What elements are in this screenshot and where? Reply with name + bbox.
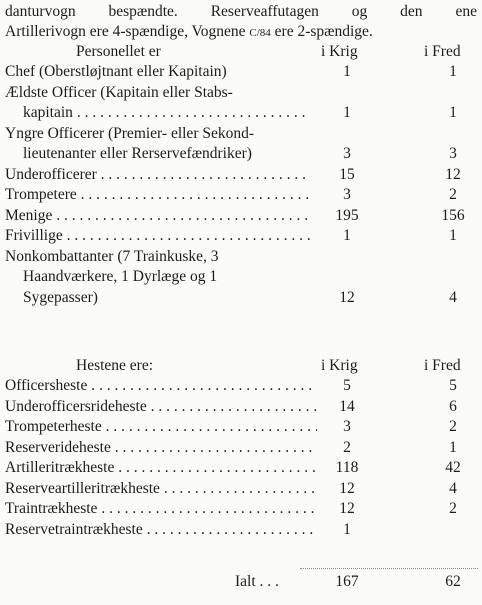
- horse-label: Officersheste . . .: [5, 376, 317, 397]
- personnel-row: [5, 103, 477, 123]
- horse-row: [5, 417, 477, 437]
- personnel-fred-value: 1: [449, 227, 457, 244]
- total-label: Ialt . . .: [235, 573, 279, 590]
- personnel-krig-value: 1: [343, 227, 351, 244]
- personnel-row: [5, 267, 477, 287]
- horse-krig-value: 2: [343, 438, 351, 456]
- horse-row: [5, 479, 477, 499]
- horse-label: Traintrækheste . . .: [5, 499, 317, 520]
- personnel-heading: Personellet er: [76, 43, 161, 60]
- horse-krig-value: 118: [335, 459, 359, 476]
- personnel-krig-value: 3: [343, 145, 351, 162]
- horses-heading: Hestene ere:: [76, 357, 154, 374]
- horse-fred-value: 42: [445, 459, 461, 476]
- total-row: [5, 572, 477, 592]
- horse-fred-value: 2: [449, 500, 457, 517]
- personnel-label: Yngre Officerer (Premier- eller Sekond-: [5, 124, 255, 142]
- total-rule: [300, 568, 478, 569]
- personnel-krig-value: 3: [343, 186, 351, 203]
- horse-krig-value: 14: [339, 397, 355, 415]
- personnel-label: lieutenanter eller Rerservefændriker): [23, 145, 252, 162]
- horse-row: [5, 499, 477, 519]
- horse-krig-value: 3: [343, 418, 351, 435]
- horse-label: Reserveartilleritrækheste . . .: [5, 479, 317, 500]
- personnel-fred-value: 2: [449, 186, 457, 203]
- intro-word: bespændte.: [108, 3, 178, 20]
- horse-krig-value: 12: [339, 500, 355, 517]
- personnel-krig-value: 15: [339, 165, 355, 183]
- personnel-row: [5, 124, 477, 144]
- horse-label: Reservetraintrækheste . . .: [5, 520, 317, 541]
- personnel-fred-value: 1: [449, 104, 457, 121]
- horse-fred-value: 4: [449, 479, 457, 497]
- intro-line-1: [5, 2, 477, 23]
- personnel-label: Trompetere . . .: [5, 185, 310, 206]
- horses-col-krig: i Krig: [321, 357, 358, 374]
- personnel-row: [5, 62, 477, 82]
- fraction: C/84: [249, 27, 271, 39]
- horse-label: Reserverideheste . . .: [5, 438, 317, 459]
- personnel-label: Frivillige . . .: [5, 226, 310, 247]
- horse-label: Artilleritrækheste . . .: [5, 458, 317, 479]
- personnel-row: [5, 83, 477, 103]
- personnel-row: [5, 247, 477, 267]
- horse-row: [5, 458, 477, 478]
- intro-word: Reserveaffutagen: [210, 3, 319, 20]
- intro-text: Artillerivogn ere 4-spændige, Vognene: [5, 23, 250, 40]
- personnel-col-fred: i Fred: [424, 43, 461, 60]
- horses-col-fred: i Fred: [424, 357, 461, 374]
- personnel-row: [5, 206, 477, 226]
- intro-word: og: [351, 3, 368, 20]
- horse-row: [5, 438, 477, 458]
- personnel-fred-value: 12: [445, 165, 461, 183]
- horse-krig-value: 12: [339, 479, 355, 497]
- intro-word: den: [400, 3, 423, 20]
- personnel-row: [5, 165, 477, 185]
- horse-fred-value: 2: [449, 418, 457, 435]
- personnel-krig-value: 195: [335, 206, 359, 224]
- personnel-label: Menige . . .: [5, 206, 310, 227]
- horse-krig-value: 1: [343, 520, 351, 538]
- personnel-label: Chef (Oberstløjtnant eller Kapitain): [5, 63, 227, 80]
- personnel-label: Sygepasser): [23, 288, 98, 306]
- personnel-fred-value: 1: [449, 63, 457, 80]
- personnel-krig-value: 12: [339, 288, 355, 306]
- personnel-krig-value: 1: [343, 104, 351, 121]
- personnel-krig-value: 1: [343, 63, 351, 80]
- intro-word: ene: [455, 3, 477, 20]
- total-fred: 62: [445, 573, 461, 590]
- personnel-label: Nonkombattanter (7 Trainkuske, 3: [5, 247, 219, 265]
- horse-row: [5, 397, 477, 417]
- personnel-label: Haandværkere, 1 Dyrlæge og 1: [23, 268, 218, 285]
- personnel-fred-value: 3: [449, 145, 457, 162]
- personnel-row: [5, 185, 477, 205]
- horse-row: [5, 376, 477, 396]
- personnel-label: Ældste Officer (Kapitain eller Stabs-: [5, 83, 233, 101]
- horse-fred-value: 5: [449, 377, 457, 394]
- horse-krig-value: 5: [343, 377, 351, 394]
- personnel-row: [5, 288, 477, 308]
- total-krig: 167: [335, 573, 359, 590]
- horse-label: Underofficersrideheste . . .: [5, 397, 317, 418]
- personnel-fred-value: 156: [441, 206, 465, 224]
- horse-fred-value: 1: [449, 438, 457, 456]
- personnel-row: [5, 144, 477, 164]
- personnel-fred-value: 4: [449, 288, 457, 306]
- intro-text: ere 2-spændige.: [270, 23, 373, 40]
- horse-fred-value: 6: [449, 397, 457, 415]
- horse-row: [5, 520, 477, 540]
- horse-label: Trompeterheste . . .: [5, 417, 317, 438]
- personnel-row: [5, 226, 477, 246]
- personnel-col-krig: i Krig: [321, 43, 358, 60]
- personnel-label: Underofficerer . . .: [5, 165, 310, 186]
- intro-word: danturvogn: [5, 3, 76, 20]
- intro-line-2: [5, 22, 477, 44]
- personnel-label: kapitain . . .: [23, 103, 310, 124]
